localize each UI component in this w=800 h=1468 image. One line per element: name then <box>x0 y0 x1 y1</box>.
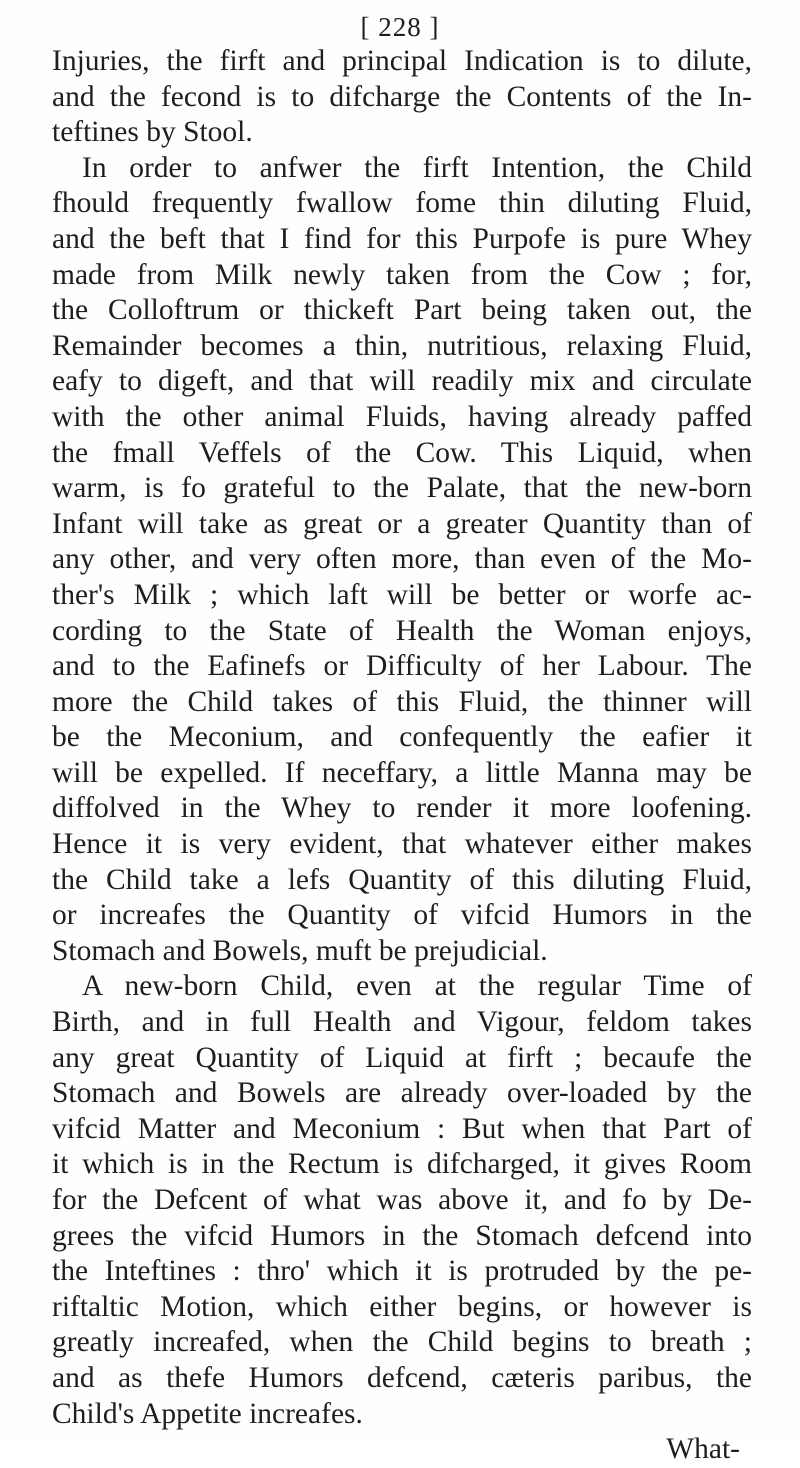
text-line: warm, is fo grateful to the Palate, that the new-born <box>52 472 752 505</box>
text-line: fhould frequently fwallow fome thin diluting Fluid, <box>52 187 752 220</box>
text-line: be the Meconium, and confequently the eafier it <box>52 721 752 754</box>
text-line: Stomach and Bowels are already over-loaded by the <box>52 1077 752 1110</box>
text-line: and as thefe Humors defcend, cæteris paribus, the <box>52 1361 752 1394</box>
text-line: grees the vifcid Humors in the Stomach defcend into <box>52 1219 752 1252</box>
text-line: and the fecond is to difcharge the Contents of the In- <box>52 80 752 113</box>
text-line: the Inteftines : thro' which it is protruded by the pe- <box>52 1255 752 1288</box>
text-line: and the beft that I find for this Purpofe is pure Whey <box>52 222 752 255</box>
text-line: the Child take a lefs Quantity of this diluting Fluid, <box>52 863 752 896</box>
text-line: Child's Appetite increafes. <box>52 1397 363 1430</box>
text-line: any other, and very often more, than even of the Mo- <box>52 543 752 576</box>
text-line: any great Quantity of Liquid at firft ; becaufe the <box>52 1041 752 1074</box>
body-text <box>52 44 752 1468</box>
text-line: vifcid Matter and Meconium : But when that Part of <box>52 1112 752 1145</box>
text-line: Birth, and in full Health and Vigour, feldom takes <box>52 1006 752 1039</box>
text-line: Infant will take as great or a greater Quantity than of <box>52 507 752 540</box>
text-line: In order to anfwer the firft Intention, the Child <box>82 151 752 184</box>
text-line: and to the Eafinefs or Difficulty of her Labour. The <box>52 650 752 683</box>
text-line: made from Milk newly taken from the Cow ; for, <box>52 258 752 291</box>
text-line: or increafes the Quantity of vifcid Humors in the <box>52 899 752 932</box>
text-line: greatly increafed, when the Child begins to breath ; <box>52 1326 752 1359</box>
text-line: ther's Milk ; which laft will be better or worfe ac- <box>52 578 752 611</box>
text-line: Hence it is very evident, that whatever either makes <box>52 828 752 861</box>
text-line: more the Child takes of this Fluid, the thinner will <box>52 685 752 718</box>
text-line: Stomach and Bowels, muft be prejudicial. <box>52 934 548 967</box>
text-line: it which is in the Rectum is difcharged, it gives Room <box>52 1148 752 1181</box>
page-number-header: [ 228 ] <box>360 12 440 42</box>
text-line: the fmall Veffels of the Cow. This Liquid, when <box>52 436 752 469</box>
text-line: will be expelled. If neceffary, a little Manna may be <box>52 756 752 789</box>
text-line: with the other animal Fluids, having already paffed <box>52 400 752 433</box>
text-line: diffolved in the Whey to render it more loofening. <box>52 792 752 825</box>
text-line: Remainder becomes a thin, nutritious, relaxing Fluid, <box>52 329 752 362</box>
text-line: the Colloftrum or thickeft Part being taken out, the <box>52 294 752 327</box>
catchword: What- <box>666 1433 740 1466</box>
text-line: A new-born Child, even at the regular Time of <box>82 970 752 1003</box>
text-line: for the Defcent of what was above it, and fo by De- <box>52 1184 752 1216</box>
text-line: teftines by Stool. <box>52 116 253 149</box>
text-line: cording to the State of Health the Woman enjoys, <box>52 614 752 647</box>
text-line: Injuries, the firft and principal Indication is to dilute, <box>52 45 752 77</box>
text-line: eafy to digeft, and that will readily mix and circulate <box>52 365 752 398</box>
text-line: riftaltic Motion, which either begins, or however is <box>52 1290 752 1323</box>
